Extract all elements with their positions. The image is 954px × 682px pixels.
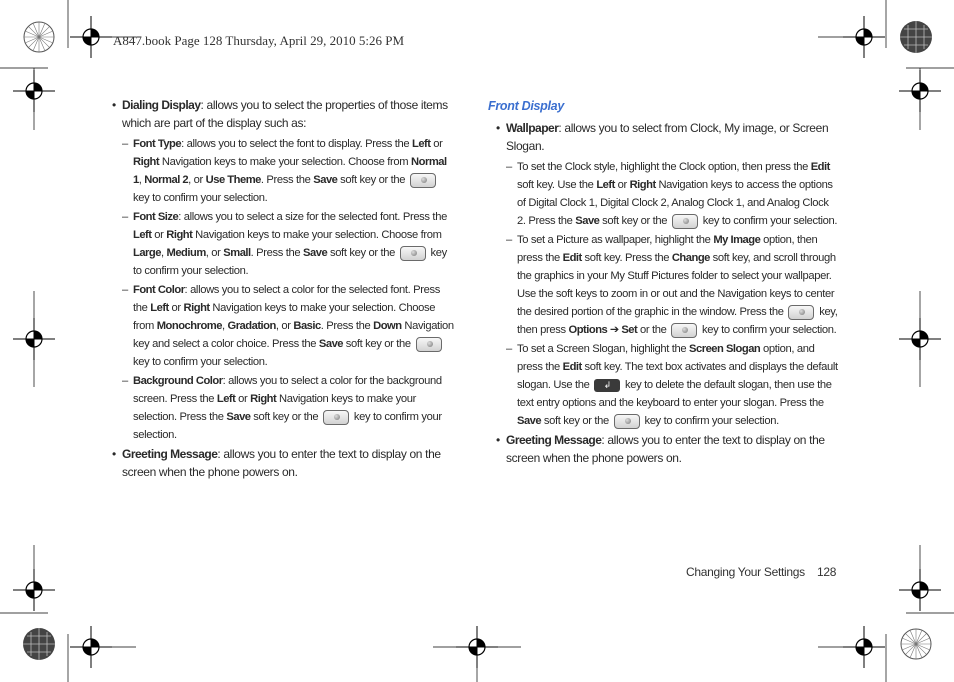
dialing-display-item: • Dialing Display: allows you to select the properties of those items which are part of the display such as: [112,96,457,132]
ok-key-icon [416,337,442,352]
font-size-item: – Font Size: allows you to select a size for the selected font. Press the Left or Right Navigation keys to make your selection. Choose from Large, Medium, or Small. Press the Save soft key or the key to confirm your selection. [112,208,457,280]
ok-key-icon [671,323,697,338]
ok-key-icon [323,410,349,425]
footer-section-title: Changing Your Settings [686,565,805,579]
ok-key-icon [400,246,426,261]
clock-item: – To set the Clock style, highlight the Clock option, then press the Edit soft key. Use the Left or Right Navigation keys to access the options of Digital Clock 1, Digital Clock 2, Analog Clock 1, and Analog Clock 2. Press the Save soft key or the key to confirm your selection. [496,158,838,230]
back-clear-key-icon: ↲ [594,379,620,392]
font-color-item: – Font Color: allows you to select a color for the selected font. Press the Left or Right Navigation keys to make your selection. Choose from Monochrome, Gradation, or Basic. Press the Down Navigation key and select a color choice. Press the Save soft key or the key to confirm your selection. [112,281,457,371]
right-column [488,97,838,470]
ok-key-icon [672,214,698,229]
slogan-item: – To set a Screen Slogan, highlight the Screen Slogan option, and press the Edit soft key. The text box activates and displays the default slogan. Use the ↲ key to delete the default slogan, then use the text entry options and the keyboard to enter your slogan. Press the Save soft key or the key to confirm your selection. [496,340,838,430]
running-head: A847.book Page 128 Thursday, April 29, 2010 5:26 PM [113,33,405,48]
font-type-item: – Font Type: allows you to select the font to display. Press the Left or Right Navigation keys to make your selection. Choose from Normal 1, Normal 2, or Use Theme. Press the Save soft key or the key to confirm your selection. [112,135,457,207]
greeting-message-item-front: • Greeting Message: allows you to enter the text to display on the screen when the phone powers on. [496,431,838,467]
picture-item: – To set a Picture as wallpaper, highlight the My Image option, then press the Edit soft key. Press the Change soft key, and scroll through the graphics in your My Stuff Pictures folder to select your wallpaper. Use the soft keys to zoom in or out and the Navigation keys to center the desired portion of the graphic in the window. Press the key, then press Options ➔ Set or the key to confirm your selection. [496,231,838,339]
greeting-message-item: • Greeting Message: allows you to enter the text to display on the screen when the phone powers on. [112,445,457,481]
ok-key-icon [614,414,640,429]
ok-key-icon [788,305,814,320]
section-title: Front Display [488,99,564,113]
wallpaper-item: • Wallpaper: allows you to select from Clock, My image, or Screen Slogan. [496,119,838,155]
left-column [112,96,457,484]
page-number: 128 [817,565,837,579]
background-color-item: – Background Color: allows you to select a color for the background screen. Press the Left or Right Navigation keys to make your selection. Press the Save soft key or the key to confirm your selection. [112,372,457,444]
ok-key-icon [410,173,436,188]
